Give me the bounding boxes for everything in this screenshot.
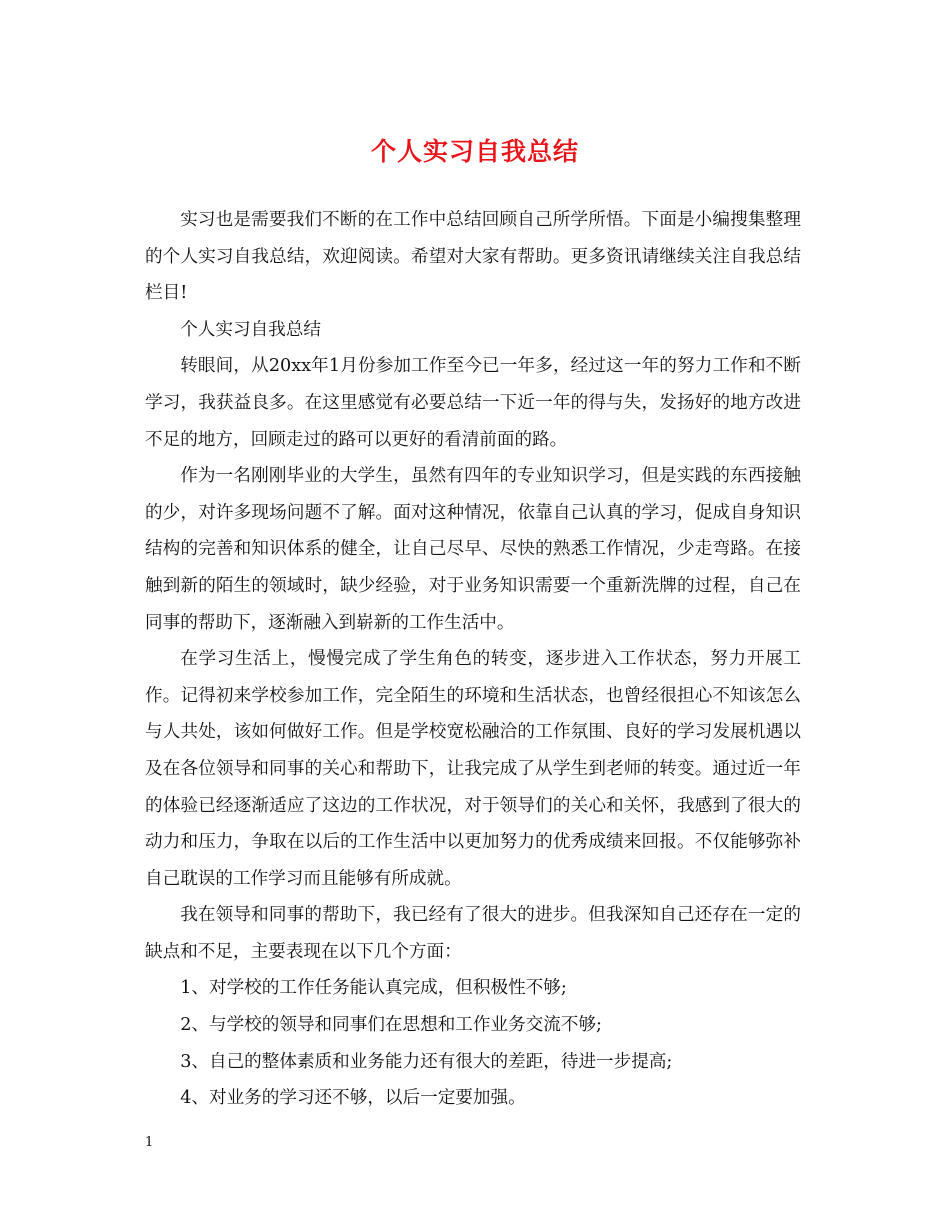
page-number: 1 (145, 1135, 154, 1150)
intro-paragraph: 实习也是需要我们不断的在工作中总结回顾自己所学所悟。下面是小编搜集整理的个人实习自我总结，欢迎阅读。希望对大家有帮助。更多资讯请继续关注自我总结栏目! (145, 210, 801, 304)
section-heading: 个人实习自我总结 (180, 319, 321, 340)
body-paragraph: 在学习生活上，慢慢完成了学生角色的转变，逐步进入工作状态，努力开展工作。记得初来学校参加工作，完全陌生的环境和生活状态，也曾经很担心不知该怎么与人共处，该如何做好工作。但是学校宽松融洽的工作氛围、良好的学习发展机遇以及在各位领导和同事的关心和帮助下，让我完成了从学生到老师的转变。通过近一年的体验已经逐渐适应了这边的工作状况，对于领导们的关心和关怀，我感到了很大的动力和压力，争取在以后的工作生活中以更加努力的优秀成绩来回报。不仅能够弥补自己耽误的工作学习而且能够有所成就。 (145, 649, 801, 889)
body-paragraph: 我在领导和同事的帮助下，我已经有了很大的进步。但我深知自己还存在一定的缺点和不足，主要表现在以下几个方面： (145, 905, 801, 962)
document-title: 个人实习自我总结 (370, 137, 579, 166)
body-paragraph: 作为一名刚刚毕业的大学生，虽然有四年的专业知识学习，但是实践的东西接触的少，对许多现场问题不了解。面对这种情况，依靠自己认真的学习，促成自身知识结构的完善和知识体系的健全，让自己尽早、尽快的熟悉工作情况，少走弯路。在接触到新的陌生的领域时，缺少经验，对于业务知识需要一个重新洗牌的过程，自己在同事的帮助下，逐渐融入到崭新的工作生活中。 (145, 466, 801, 633)
list-item: 4、对业务的学习还不够，以后一定要加强。 (180, 1088, 526, 1109)
document-body (145, 202, 801, 1117)
list-item: 1、对学校的工作任务能认真完成，但积极性不够; (180, 978, 567, 999)
body-paragraph: 转眼间，从20xx年1月份参加工作至今已一年多，经过这一年的努力工作和不断学习，我获益良多。在这里感觉有必要总结一下近一年的得与失，发扬好的地方改进不足的地方，回顾走过的路可以更好的看清前面的路。 (145, 356, 801, 450)
list-item: 2、与学校的领导和同事们在思想和工作业务交流不够; (180, 1015, 602, 1036)
list-item: 3、自己的整体素质和业务能力还有很大的差距，待进一步提高; (180, 1051, 673, 1072)
